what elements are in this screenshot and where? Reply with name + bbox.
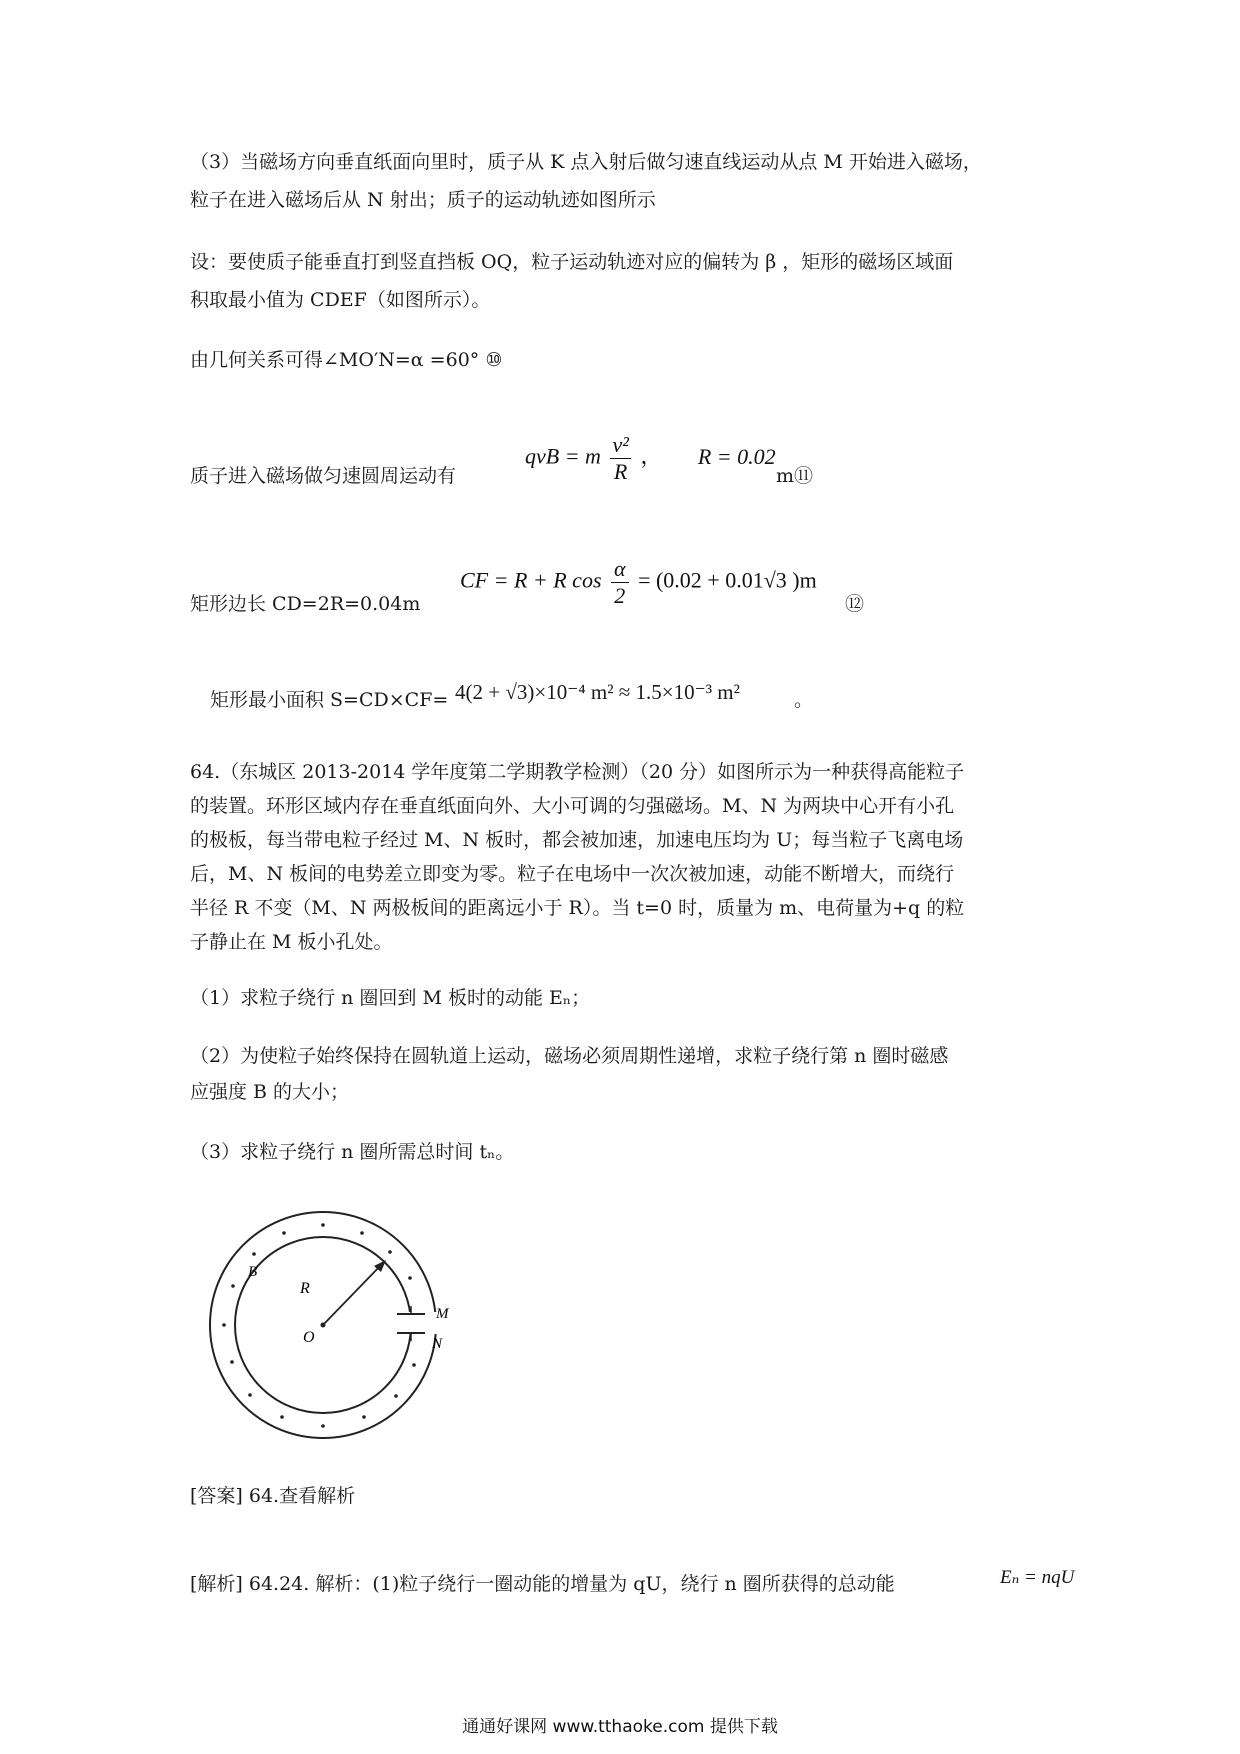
equation-mark: ⑫ xyxy=(845,593,865,615)
problem-text: 的极板，每当带电粒子经过 M、N 板时，都会被加速，加速电压均为 U；每当粒子飞离电场 xyxy=(190,829,964,851)
analysis-line: [解析] 64.24. 解析：(1)粒子绕行一圈动能的增量为 qU，绕行 n 圈所获得的总动能 xyxy=(190,1573,895,1595)
field-dots xyxy=(222,1223,416,1428)
radius-line xyxy=(323,1263,383,1325)
text-line: 矩形最小面积 S=CD×CF= xyxy=(210,689,449,711)
text-line: 矩形边长 CD=2R=0.04m xyxy=(190,593,421,615)
problem-text: 后，M、N 板间的电势差立即变为零。粒子在电场中一次次被加速，动能不断增大，而绕行 xyxy=(190,863,955,885)
question-1: （1）求粒子绕行 n 圈回到 M 板时的动能 Eₙ； xyxy=(190,987,591,1009)
equation-12 xyxy=(460,556,817,609)
label-n: N xyxy=(432,1336,443,1352)
frac-den: R xyxy=(613,459,628,484)
question-3: （3）求粒子绕行 n 圈所需总时间 tₙ。 xyxy=(190,1141,515,1163)
text-line: 。 xyxy=(794,689,814,711)
problem-text: 子静止在 M 板小孔处。 xyxy=(190,931,393,953)
problem-text: 的装置。环形区域内存在垂直纸面向外、大小可调的匀强磁场。M、N 为两块中心开有小孔 xyxy=(190,795,955,817)
eq-part: = (0.02 + 0.01√3 )m xyxy=(638,567,817,593)
page-footer: 通通好课网 www.tthaoke.com 提供下载 xyxy=(462,1717,778,1737)
text-line: 粒子在进入磁场后从 N 射出；质子的运动轨迹如图所示 xyxy=(190,189,656,211)
frac-den: 2 xyxy=(614,583,626,608)
accelerator-ring-figure xyxy=(200,1200,480,1480)
fraction xyxy=(611,556,629,609)
frac-num: α xyxy=(611,556,629,583)
label-r: R xyxy=(300,1280,310,1297)
area-equation: 4(2 + √3)×10⁻⁴ m² ≈ 1.5×10⁻³ m² xyxy=(455,680,740,704)
text-line: （3）当磁场方向垂直纸面向里时，质子从 K 点入射后做匀速直线运动从点 M 开始进入磁场， xyxy=(190,151,982,173)
text-line: 质子进入磁场做匀速圆周运动有 xyxy=(190,465,457,487)
eq-part: CF = R + R cos xyxy=(460,567,602,593)
label-o: O xyxy=(303,1329,315,1346)
equation-11: qvB = m $\frac{\text{v²}}{R}$ ， R = 0.02 xyxy=(525,432,776,484)
unit-label: m⑪ xyxy=(776,465,814,487)
label-m: M xyxy=(436,1306,449,1322)
question-2: （2）为使粒子始终保持在圆轨道上运动，磁场必须周期性递增，求粒子绕行第 n 圈时磁感 xyxy=(190,1045,949,1067)
answer-line: [答案] 64.查看解析 xyxy=(190,1485,356,1507)
problem-text: 半径 R 不变（M、N 两极板间的距离远小于 R）。当 t=0 时，质量为 m、电荷量为+q 的粒 xyxy=(190,897,965,919)
frac-num: v² xyxy=(612,432,629,457)
eq-part: qvB = m xyxy=(525,443,601,469)
question-2: 应强度 B 的大小； xyxy=(190,1081,350,1103)
eq-part: R = 0.02 xyxy=(697,443,776,469)
problem-text: 64.（东城区 2013-2014 学年度第二学期教学检测）（20 分）如图所示为一种获得高能粒子 xyxy=(190,761,965,783)
text-line: 积取最小值为 CDEF（如图所示）。 xyxy=(190,289,491,311)
label-b: B xyxy=(248,1264,258,1280)
text-line: 由几何关系可得∠MO′N=α =60° ⑩ xyxy=(190,349,503,371)
fraction xyxy=(610,432,630,485)
text-line: 设：要使质子能垂直打到竖直挡板 OQ，粒子运动轨迹对应的偏转为 β ，矩形的磁场区域面 xyxy=(190,251,954,273)
analysis-equation: Eₙ = nqU xyxy=(1000,1567,1075,1588)
